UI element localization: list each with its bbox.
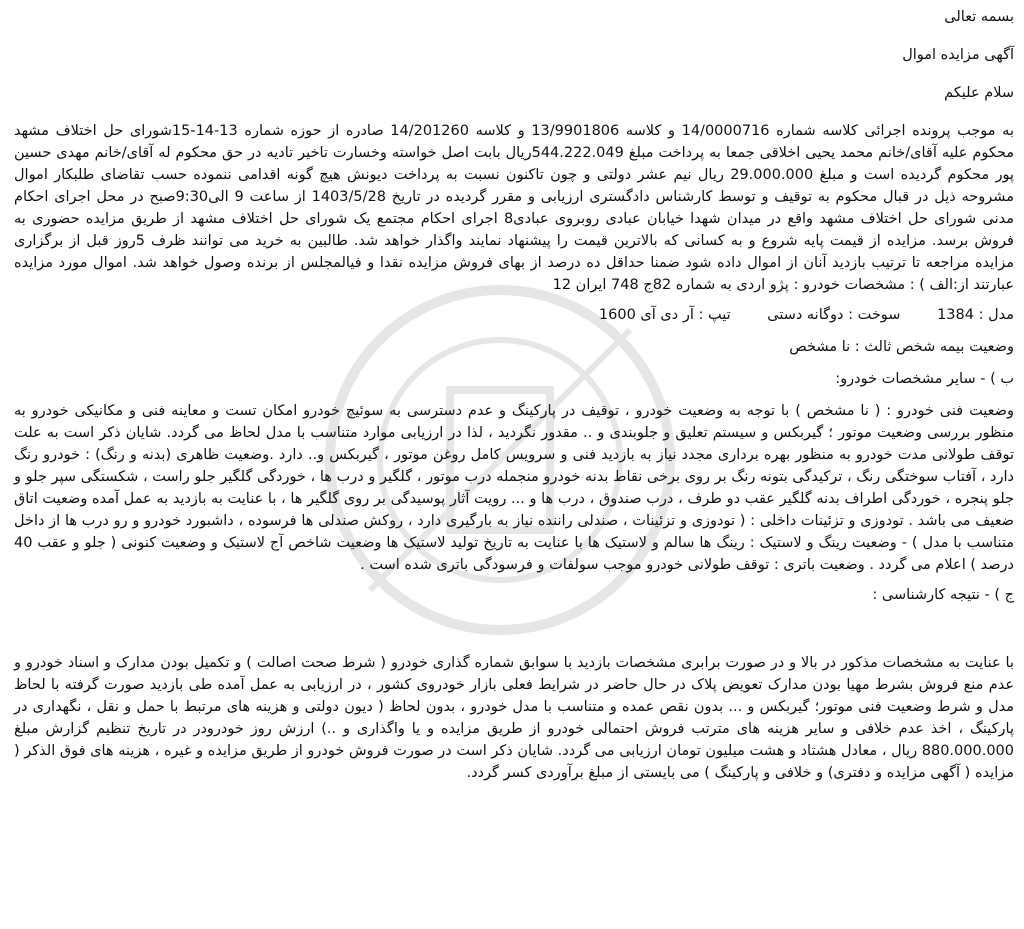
conclusion-paragraph: با عنایت به مشخصات مذکور در بالا و در صورت برابری مشخصات بازدید با سوابق شماره گذاری خودرو ( شرط صحت اصالت ) و تکمیل بودن مدارک و اسناد خودرو و عدم منع فروش بشرط مهیا بودن مدارک تعویض پلاک در حال حاضر در شرایط فعلی بازار خودروی کشور ، در ارزیابی به عمل آمده طی بازدید صورت گرفته با لحاظ مدل و شرط وضعیت فنی موتور؛ گیربکس و ... بدون نقص عمده و متناسب با مدل خودرو ، بدون لحاظ ( دیون دولتی و هزینه های مرتبط با حمل و نقل ، نگهداری در پارکینگ ، اخذ عدم خلافی و سایر هزینه های مترتب فروش احتمالی خودرو از طریق مزایده و یا واگذاری و ..) ارزش روز خودرودر در تاریخ تنظیم گزارش مبلغ 880.000.000 ریال ، معادل هشتاد و هشت میلیون تومان ارزیابی می گردد. شایان ذکر است در صورت فروش خودرو از طریق مزایده و غیره ، هزینه های فوق الذکر ( مزایده ( آگهی مزایده و دفتری) و خلافی و پارکینگ ) می بایستی از مبلغ برآوردی کسر گردد. — [14, 655, 1014, 781]
header-bismillah: بسمه تعالی — [944, 9, 1014, 25]
vehicle-fuel: سوخت : دوگانه دستی — [767, 307, 901, 323]
header-title: آگهی مزایده اموال — [902, 47, 1014, 63]
section-c-heading: ج ) - نتیجه کارشناسی : — [872, 587, 1014, 603]
vehicle-type: تیپ : آر دی آی 1600 — [598, 307, 731, 323]
header-greeting: سلام علیکم — [944, 85, 1014, 101]
section-b-heading: ب ) - سایر مشخصات خودرو: — [835, 371, 1014, 387]
vehicle-model: مدل : 1384 — [937, 307, 1014, 323]
intro-paragraph: به موجب پرونده اجرائی کلاسه شماره 14/0000716 و کلاسه 13/9901806 و کلاسه 14/201260 صادره از حوزه شماره 13-14-15شورای حل اختلاف مشهد محکوم علیه آقای/خانم محمد یحیی اخلاقی جمعا به پرداخت مبلغ 544.222.049ریال بابت اصل خواسته وخسارت تاخیر تادیه در حق محکوم له آقای/خانم مهدی حسین پور محکوم گردیده است و مبلغ 29.000.000 ریال نیم عشر دولتی و چون تاکنون نسبت به پرداخت دیونش هیچ گونه اقدامی ننموده حسب تقاضای طلبکار اموال مشروحه ذیل در قبال محکوم به توقیف و توسط کارشناس دادگستری ارزیابی و مقرر گردیده در تاریخ 1403/5/28 از ساعت 9 الی9:30صبح در محل اجرای احکام مدنی شورای حل اختلاف مشهد واقع در میدان شهدا خیابان عبادی روبروی عبادی8 اجرای احکام مجتمع یک شورای حل اختلاف مشهد از طریق مزایده حضوری به فروش برسد. مزایده از قیمت پایه شروع و به کسانی که بالاترین قیمت را پیشنهاد نمایند واگذار خواهد شد. طالبین به خرید می توانند ظرف 5روز قبل از برگزاری مزایده مراجعه تا ترتیب بازدید آنان از اموال داده شود ضمنا حداقل ده درصد از بهای فروش مزایده نقدا و فیالمجلس از برنده وصول خواهد شد. اموال مورد مزایده عبارتند از:الف ) : مشخصات خودرو : پژو اردی به شماره 82ج 748 ایران 12 — [14, 123, 1014, 293]
vehicle-specs-line — [14, 304, 1014, 326]
technical-paragraph: وضعیت فنی خودرو : ( نا مشخص ) با توجه به وضعیت خودرو ، توقیف در پارکینگ و عدم دسترسی به سوئیچ خودرو امکان تست و معاینه فنی و مکانیکی خودرو به منظور بررسی وضعیت موتور ؛ گیربکس و سیستم تعلیق و جلوبندی و .. مقدور نگردید ، لذا در ارزیابی موارد متناسب با مدل لحاظ می گردد. شایان ذکر است به علت توقف طولانی مدت خودرو به منظور بهره برداری مجدد نیاز به بازدید فنی و سرویس کامل روغن موتور ، گیربکس و.. دارد .وضعیت ظاهری (بدنه و رنگ) : خودرو رنگ دارد ، آفتاب سوختگی رنگ ، ترکیدگی بتونه رنگ بر روی برخی نقاط بدنه خودرو منجمله درب موتور ، گلگیر و درب ها ، خوردگی گلگیر جلو راست ، شکستگی سپر جلو و جلو پنجره ، خوردگی اطراف بدنه گلگیر عقب دو طرف ، درب صندوق ، درب ها و ... رویت آثار پوسیدگی بر روی گلگیر ها ، با عنایت به بازدید به عمل آمده وضعیت اتاق ضعیف می باشد . تودوزی و تزئینات داخلی : ( تودوزی و تزئینات ، صندلی راننده نیاز به بارگیری دارد ، روکش صندلی ها فرسوده ، داشبورد خودرو و رو درب ها از داخل متناسب با مدل ) - وضعیت رینگ و لاستیک : رینگ ها سالم و لاستیک ها با عنایت به تاریخ تولید لاستیک ها وضعیت شاخص آج لاستیک و وضعیت کنونی ( جلو و عقب 40 درصد ) اعلام می گردد . وضعیت باتری : توقف طولانی خودرو موجب سولفات و فرسودگی باتری شده است . — [14, 403, 1014, 573]
spacer — [14, 616, 1014, 652]
insurance-status: وضعیت بیمه شخص ثالث : نا مشخص — [789, 339, 1014, 355]
